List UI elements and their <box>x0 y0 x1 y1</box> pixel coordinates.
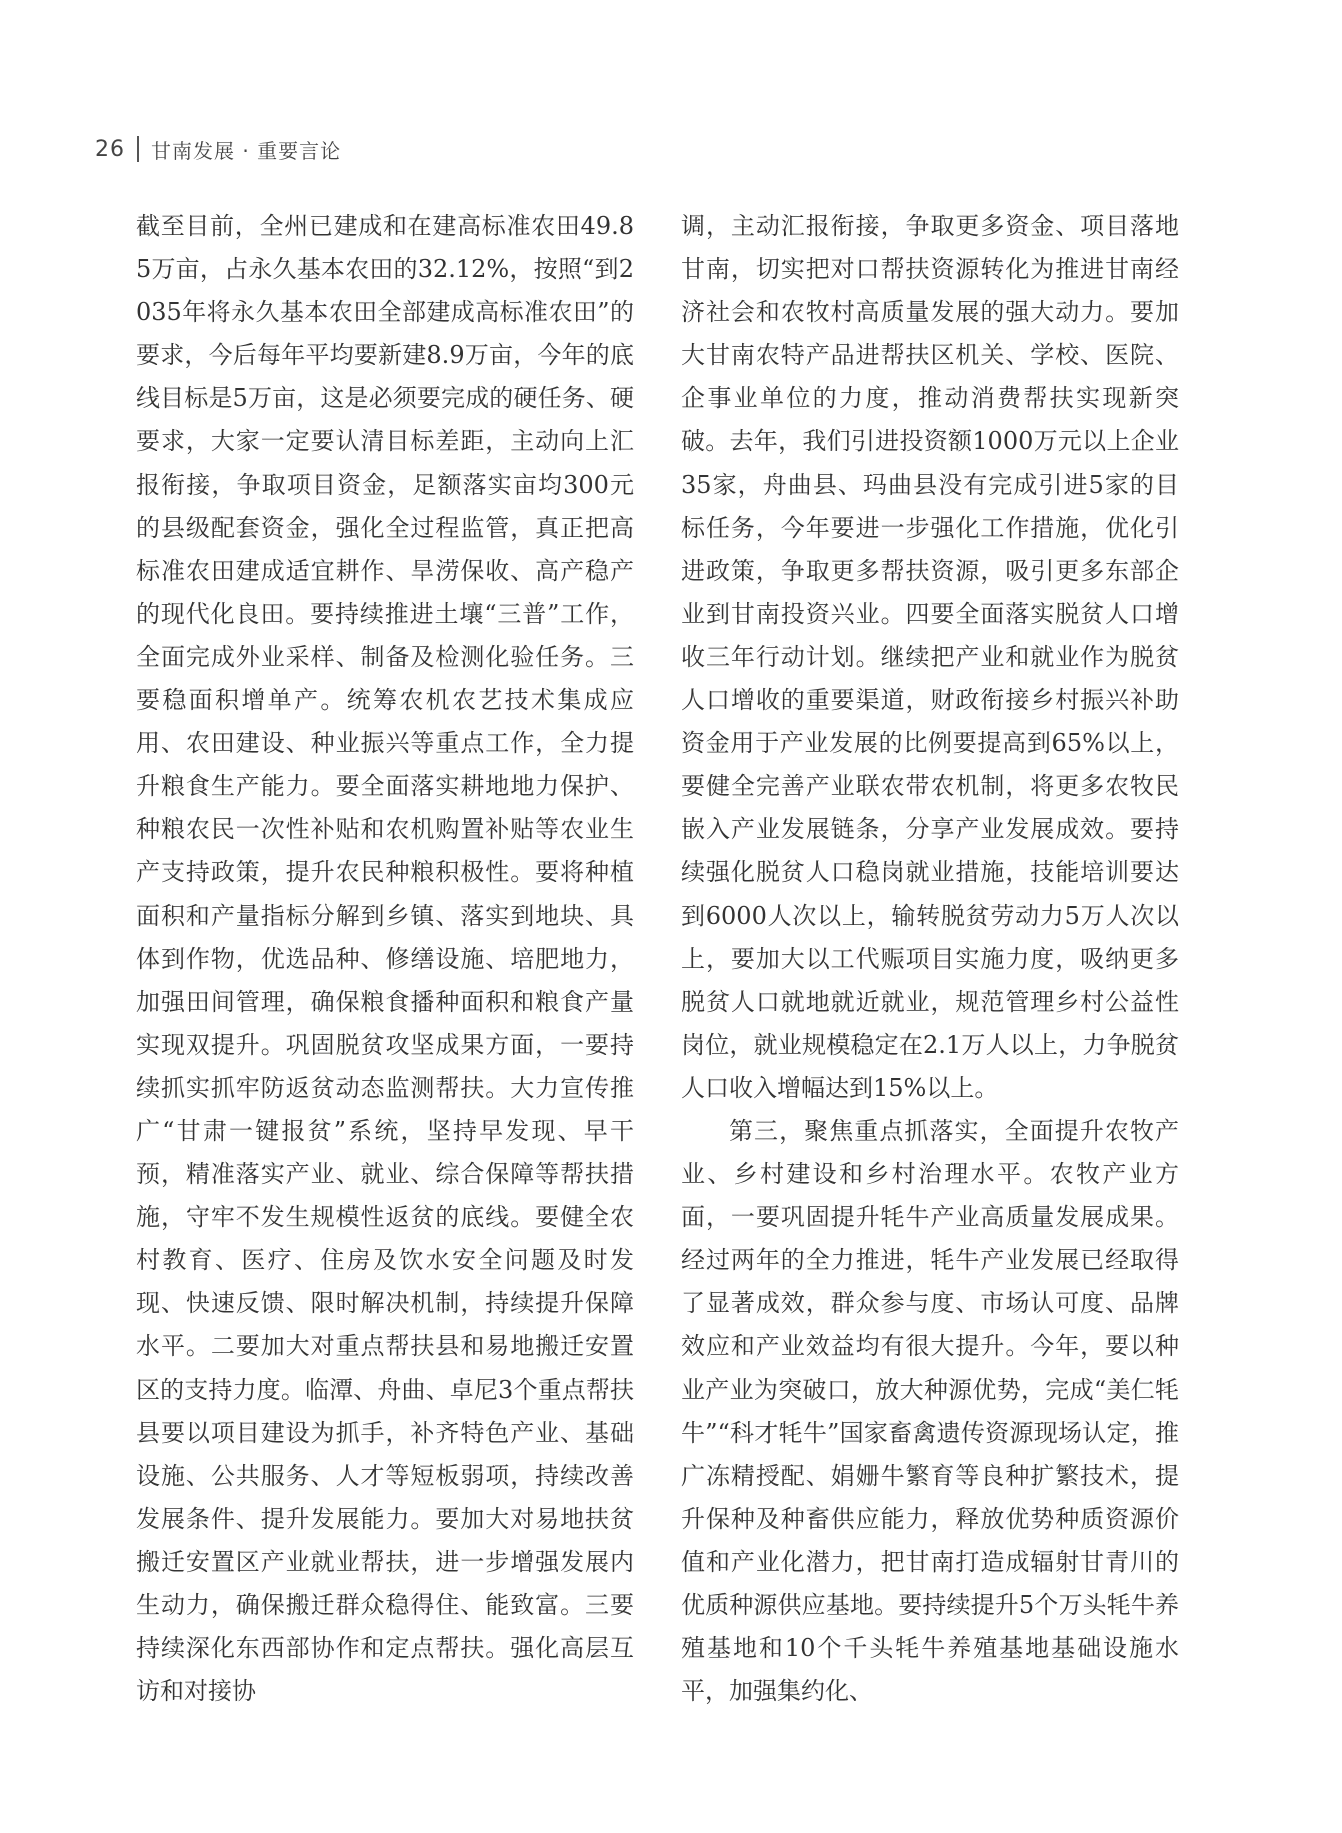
paragraph: 调，主动汇报衔接，争取更多资金、项目落地甘南，切实把对口帮扶资源转化为推进甘南经济社会和农牧村高质量发展的强大动力。要加大甘南农特产品进帮扶区机关、学校、医院、企事业单位的力度，推动消费帮扶实现新突破。去年，我们引进投资额1000万元以上企业35家，舟曲县、玛曲县没有完成引进5家的目标任务，今年要进一步强化工作措施，优化引进政策，争取更多帮扶资源，吸引更多东部企业到甘南投资兴业。四要全面落实脱贫人口增收三年行动计划。继续把产业和就业作为脱贫人口增收的重要渠道，财政衔接乡村振兴补助资金用于产业发展的比例要提高到65%以上，要健全完善产业联农带农机制，将更多农牧民嵌入产业发展链条，分享产业发展成效。要持续强化脱贫人口稳岗就业措施，技能培训要达到6000人次以上，输转脱贫劳动力5万人次以上，要加大以工代赈项目实施力度，吸纳更多脱贫人口就地就近就业，规范管理乡村公益性岗位，就业规模稳定在2.1万人以上，力争脱贫人口收入增幅达到15%以上。 <box>681 212 1179 1102</box>
left-column <box>136 205 634 1735</box>
page-header <box>95 132 341 166</box>
paragraph: 第三，聚焦重点抓落实，全面提升农牧产业、乡村建设和乡村治理水平。农牧产业方面，一要巩固提升牦牛产业高质量发展成果。经过两年的全力推进，牦牛产业发展已经取得了显著成效，群众参与度、市场认可度、品牌效应和产业效益均有很大提升。今年，要以种业产业为突破口，放大种源优势，完成“美仁牦牛”“科才牦牛”国家畜禽遗传资源现场认定，推广冻精授配、娟姗牛繁育等良种扩繁技术，提升保种及种畜供应能力，释放优势种质资源价值和产业化潜力，把甘南打造成辐射甘青川的优质种源供应基地。要持续提升5个万头牦牛养殖基地和10个千头牦牛养殖基地基础设施水平，加强集约化、 <box>681 1116 1179 1706</box>
header-divider <box>137 136 139 162</box>
paragraph: 截至目前，全州已建成和在建高标准农田49.85万亩，占永久基本农田的32.12%，按照“到2035年将永久基本农田全部建成高标准农田”的要求，今后每年平均要新建8.9万亩，今年的底线目标是5万亩，这是必须要完成的硬任务、硬要求，大家一定要认清目标差距，主动向上汇报衔接，争取项目资金，足额落实亩均300元的县级配套资金，强化全过程监管，真正把高标准农田建成适宜耕作、旱涝保收、高产稳产的现代化良田。要持续推进土壤“三普”工作，全面完成外业采样、制备及检测化验任务。三要稳面积增单产。统筹农机农艺技术集成应用、农田建设、种业振兴等重点工作，全力提升粮食生产能力。要全面落实耕地地力保护、种粮农民一次性补贴和农机购置补贴等农业生产支持政策，提升农民种粮积极性。要将种植面积和产量指标分解到乡镇、落实到地块、具体到作物，优选品种、修缮设施、培肥地力，加强田间管理，确保粮食播种面积和粮食产量实现双提升。巩固脱贫攻坚成果方面，一要持续抓实抓牢防返贫动态监测帮扶。大力宣传推广“甘肃一键报贫”系统，坚持早发现、早干预，精准落实产业、就业、综合保障等帮扶措施，守牢不发生规模性返贫的底线。要健全农村教育、医疗、住房及饮水安全问题及时发现、快速反馈、限时解决机制，持续提升保障水平。二要加大对重点帮扶县和易地搬迁安置区的支持力度。临潭、舟曲、卓尼3个重点帮扶县要以项目建设为抓手，补齐特色产业、基础设施、公共服务、人才等短板弱项，持续改善发展条件、提升发展能力。要加大对易地扶贫搬迁安置区产业就业帮扶，进一步增强发展内生动力，确保搬迁群众稳得住、能致富。三要持续深化东西部协作和定点帮扶。强化高层互访和对接协 <box>136 212 634 1706</box>
section-title: 甘南发展 · 重要言论 <box>151 138 342 163</box>
page-number: 26 <box>95 136 125 162</box>
right-column <box>681 205 1179 1735</box>
